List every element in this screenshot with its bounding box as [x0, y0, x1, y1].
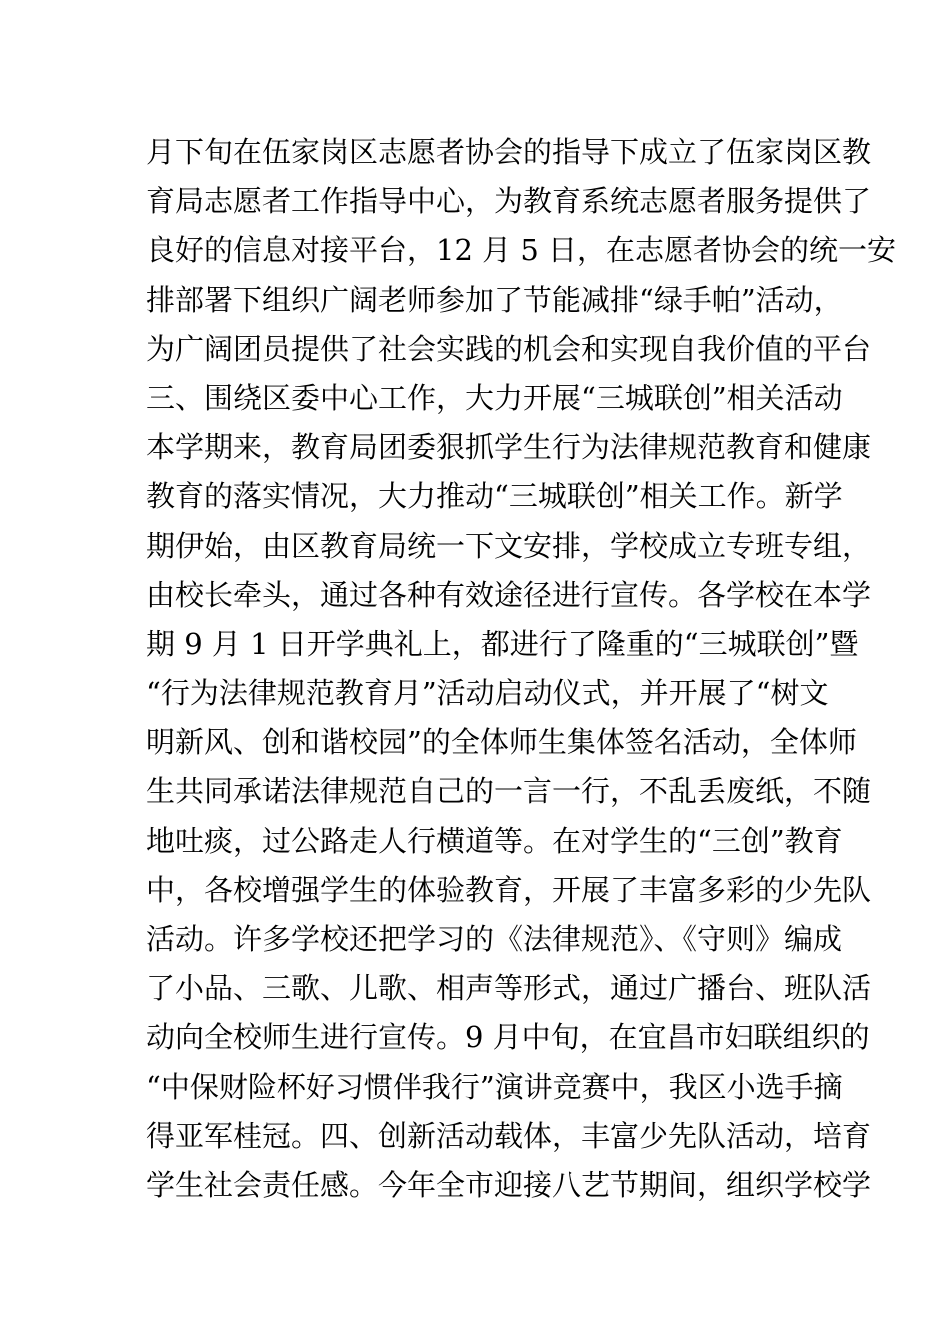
- text-line: 地吐痰，过公路走人行横道等。在对学生的“三创”教育: [146, 823, 843, 858]
- text-line: 生共同承诺法律规范自己的一言一行，不乱丢废纸，不随: [146, 774, 872, 809]
- text-line: 为广阔团员提供了社会实践的机会和实现自我价值的平台: [146, 331, 872, 366]
- text-line: “中保财险杯好习惯伴我行”演讲竞赛中，我区小选手摘: [146, 1069, 843, 1104]
- text-line: 了小品、三歌、儿歌、相声等形式，通过广播台、班队活: [146, 971, 872, 1006]
- text-line: 学生社会责任感。今年全市迎接八艺节期间，组织学校学: [146, 1167, 872, 1202]
- body-text: [146, 128, 897, 1210]
- text-line: 期 9 月 1 日开学典礼上，都进行了隆重的“三城联创”暨: [146, 626, 859, 661]
- text-line: 期伊始，由区教育局统一下文安排，学校成立专班专组，: [146, 528, 872, 563]
- text-line: 育局志愿者工作指导中心，为教育系统志愿者服务提供了: [146, 184, 872, 219]
- text-line: 活动。许多学校还把学习的《法律规范》、《守则》编成: [146, 922, 843, 956]
- text-line: 月下旬在伍家岗区志愿者协会的指导下成立了伍家岗区教: [146, 135, 872, 169]
- text-line: 得亚军桂冠。四、创新活动载体，丰富少先队活动，培育: [146, 1118, 872, 1153]
- text-line: 教育的落实情况，大力推动“三城联创”相关工作。新学: [146, 479, 843, 514]
- text-line: 三、围绕区委中心工作，大力开展“三城联创”相关活动: [146, 380, 843, 415]
- text-line: 中，各校增强学生的体验教育，开展了丰富多彩的少先队: [146, 872, 872, 907]
- text-line: “行为法律规范教育月”活动启动仪式，并开展了“树文: [146, 676, 829, 711]
- text-line: 排部署下组织广阔老师参加了节能减排“绿手帕”活动，: [146, 282, 843, 317]
- text-line: 动向全校师生进行宣传。9 月中旬，在宜昌市妇联组织的: [146, 1020, 870, 1055]
- text-line: 明新风、创和谐校园”的全体师生集体签名活动，全体师: [146, 725, 857, 760]
- text-line: 由校长牵头，通过各种有效途径进行宣传。各学校在本学: [146, 577, 872, 612]
- text-line: 良好的信息对接平台，12 月 5 日，在志愿者协会的统一安: [146, 233, 897, 268]
- text-line: 本学期来，教育局团委狠抓学生行为法律规范教育和健康: [146, 430, 872, 465]
